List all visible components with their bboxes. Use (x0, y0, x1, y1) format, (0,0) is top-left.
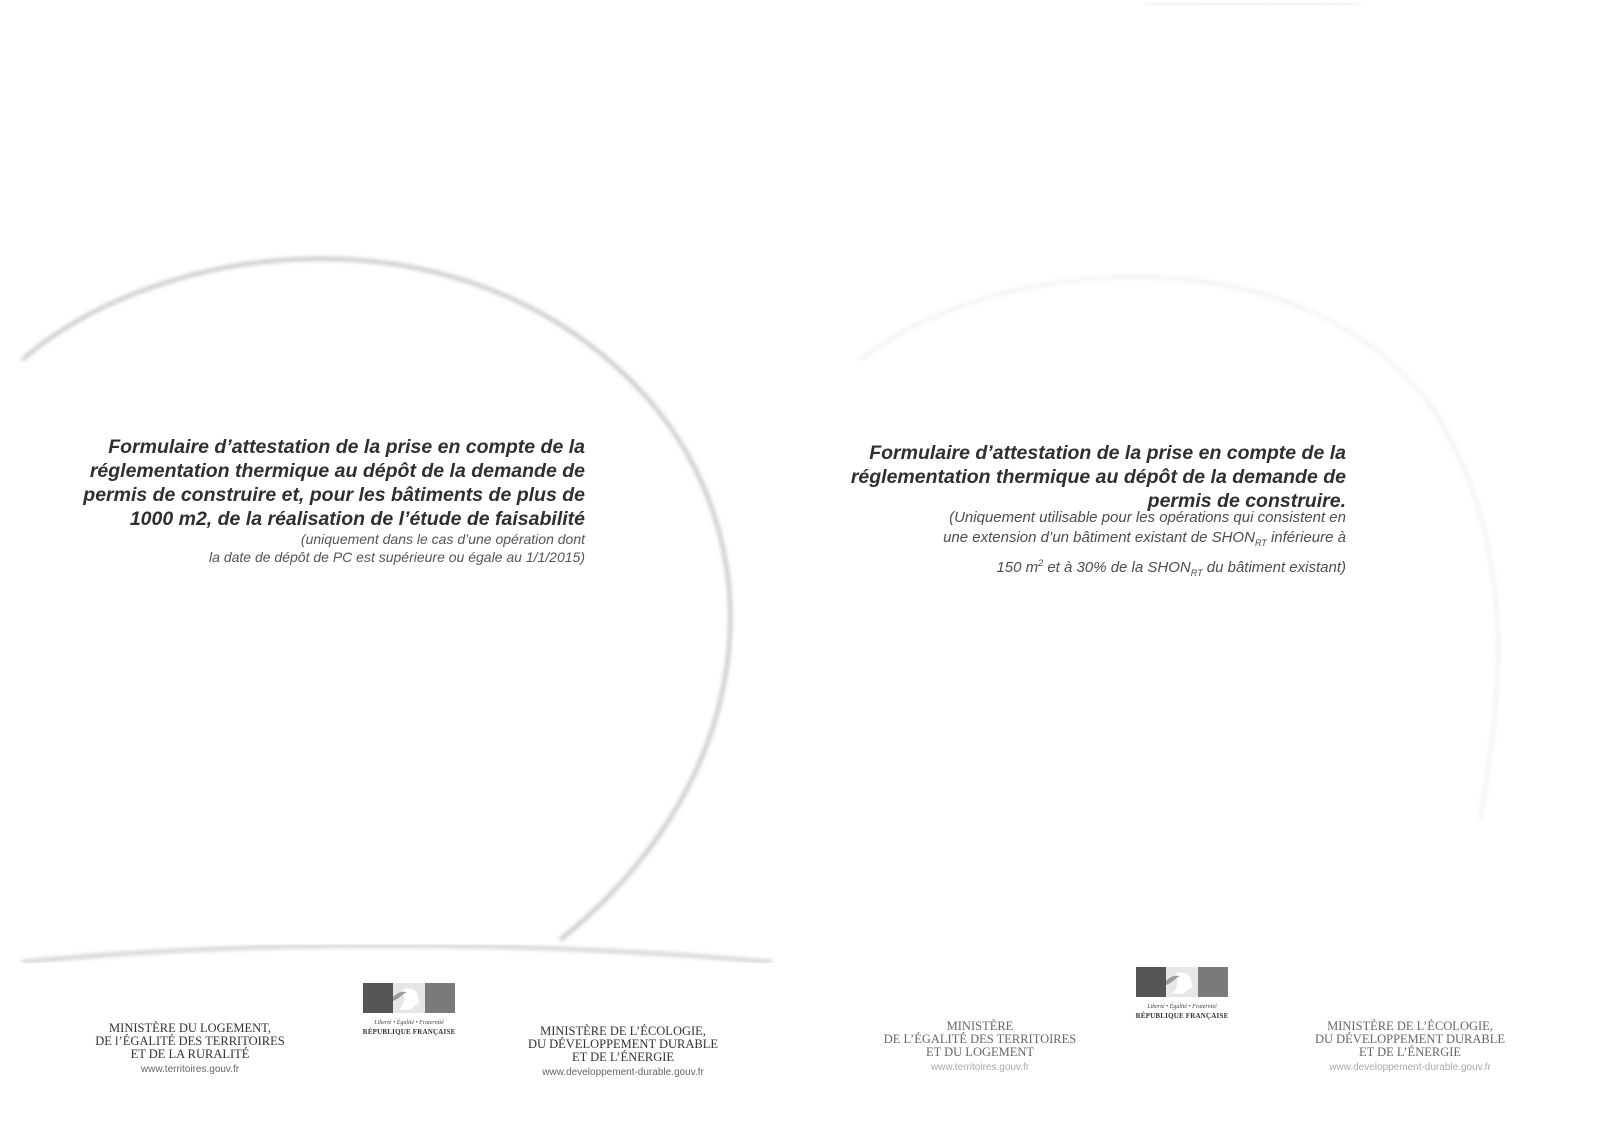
right-marianne-logo (1133, 967, 1231, 1020)
ministry-line: ET DE L’ÉNERGIE (1358, 1045, 1462, 1059)
marianne-flag-icon (1136, 967, 1228, 997)
ministry-url: www.territoires.gouv.fr (140, 1064, 240, 1075)
subtitle-superscript: 2 (1038, 558, 1044, 568)
ministry-line: ET DE L’ÉNERGIE (571, 1050, 675, 1064)
ministry-line: DU DÉVELOPPEMENT DURABLE (527, 1037, 719, 1051)
left-ministry-logement (60, 1022, 320, 1076)
left-marianne-logo (360, 983, 458, 1036)
ministry-line: ET DU LOGEMENT (925, 1045, 1035, 1059)
right-form-title (840, 441, 1346, 513)
left-title-line: permis de construire et, pour les bâtiments de plus de (83, 484, 585, 506)
right-ministry-ecologie (1280, 1020, 1540, 1074)
marianne-republic: RÉPUBLIQUE FRANÇAISE (1135, 1012, 1229, 1020)
subtitle-subscript: RT (1190, 568, 1203, 578)
left-title-line: 1000 m2, de la réalisation de l’étude de faisabilité (129, 508, 585, 530)
ministry-line: DU DÉVELOPPEMENT DURABLE (1314, 1032, 1506, 1046)
ministry-url: www.developpement-durable.gouv.fr (1329, 1062, 1491, 1073)
right-subtitle-line (840, 528, 1346, 553)
right-form-subtitle (840, 508, 1346, 583)
right-ministry-egalite (850, 1020, 1110, 1074)
ministry-line: MINISTÈRE (946, 1019, 1014, 1033)
left-title-line: Formulaire d’attestation de la prise en compte de la (108, 436, 585, 458)
right-title-line: réglementation thermique au dépôt de la demande de (850, 466, 1346, 488)
subtitle-text: et à 30% de la SHON (1043, 559, 1191, 576)
marianne-republic: RÉPUBLIQUE FRANÇAISE (362, 1028, 456, 1036)
right-cover-page (800, 0, 1600, 1131)
right-top-mark (1145, 3, 1360, 5)
ministry-line: MINISTÈRE DE L’ÉCOLOGIE, (1327, 1019, 1493, 1033)
ministry-line: MINISTÈRE DE L’ÉCOLOGIE, (540, 1024, 706, 1038)
right-subtitle-line: (Uniquement utilisable pour les opérations qui consistent en (949, 509, 1346, 526)
left-form-subtitle (100, 530, 585, 566)
ministry-line: MINISTÈRE DU LOGEMENT, (109, 1021, 271, 1035)
ministry-line: DE l’ÉGALITÉ DES TERRITOIRES (95, 1034, 285, 1048)
subtitle-text: inférieure à (1266, 529, 1346, 546)
left-ministry-ecologie (493, 1025, 753, 1079)
marianne-motto: Liberté • Égalité • Fraternité (374, 1020, 444, 1026)
subtitle-text: 150 m (996, 559, 1039, 576)
left-form-title (40, 435, 585, 531)
left-title-line: réglementation thermique au dépôt de la demande de (89, 460, 585, 482)
subtitle-subscript: RT (1254, 538, 1267, 548)
ministry-url: www.territoires.gouv.fr (930, 1062, 1030, 1073)
left-bottom-arc (22, 946, 772, 963)
right-subtitle-line (840, 553, 1346, 583)
ministry-url: www.developpement-durable.gouv.fr (542, 1067, 704, 1078)
subtitle-text: du bâtiment existant) (1202, 559, 1346, 576)
ministry-line: ET DE LA RURALITÉ (130, 1047, 250, 1061)
right-title-line: Formulaire d’attestation de la prise en compte de la (869, 442, 1346, 464)
left-subtitle-line: (uniquement dans le cas d’une opération dont (300, 531, 585, 547)
right-title-line: permis de construire. (1147, 490, 1346, 512)
subtitle-text: une extension d’un bâtiment existant de SHON (943, 529, 1255, 546)
left-subtitle-line: la date de dépôt de PC est supérieure ou égale au 1/1/2015) (209, 549, 585, 565)
marianne-flag-icon (363, 983, 455, 1013)
marianne-motto: Liberté • Égalité • Fraternité (1147, 1004, 1217, 1010)
ministry-line: DE L’ÉGALITÉ DES TERRITOIRES (883, 1032, 1077, 1046)
left-circle-arc (22, 259, 730, 940)
